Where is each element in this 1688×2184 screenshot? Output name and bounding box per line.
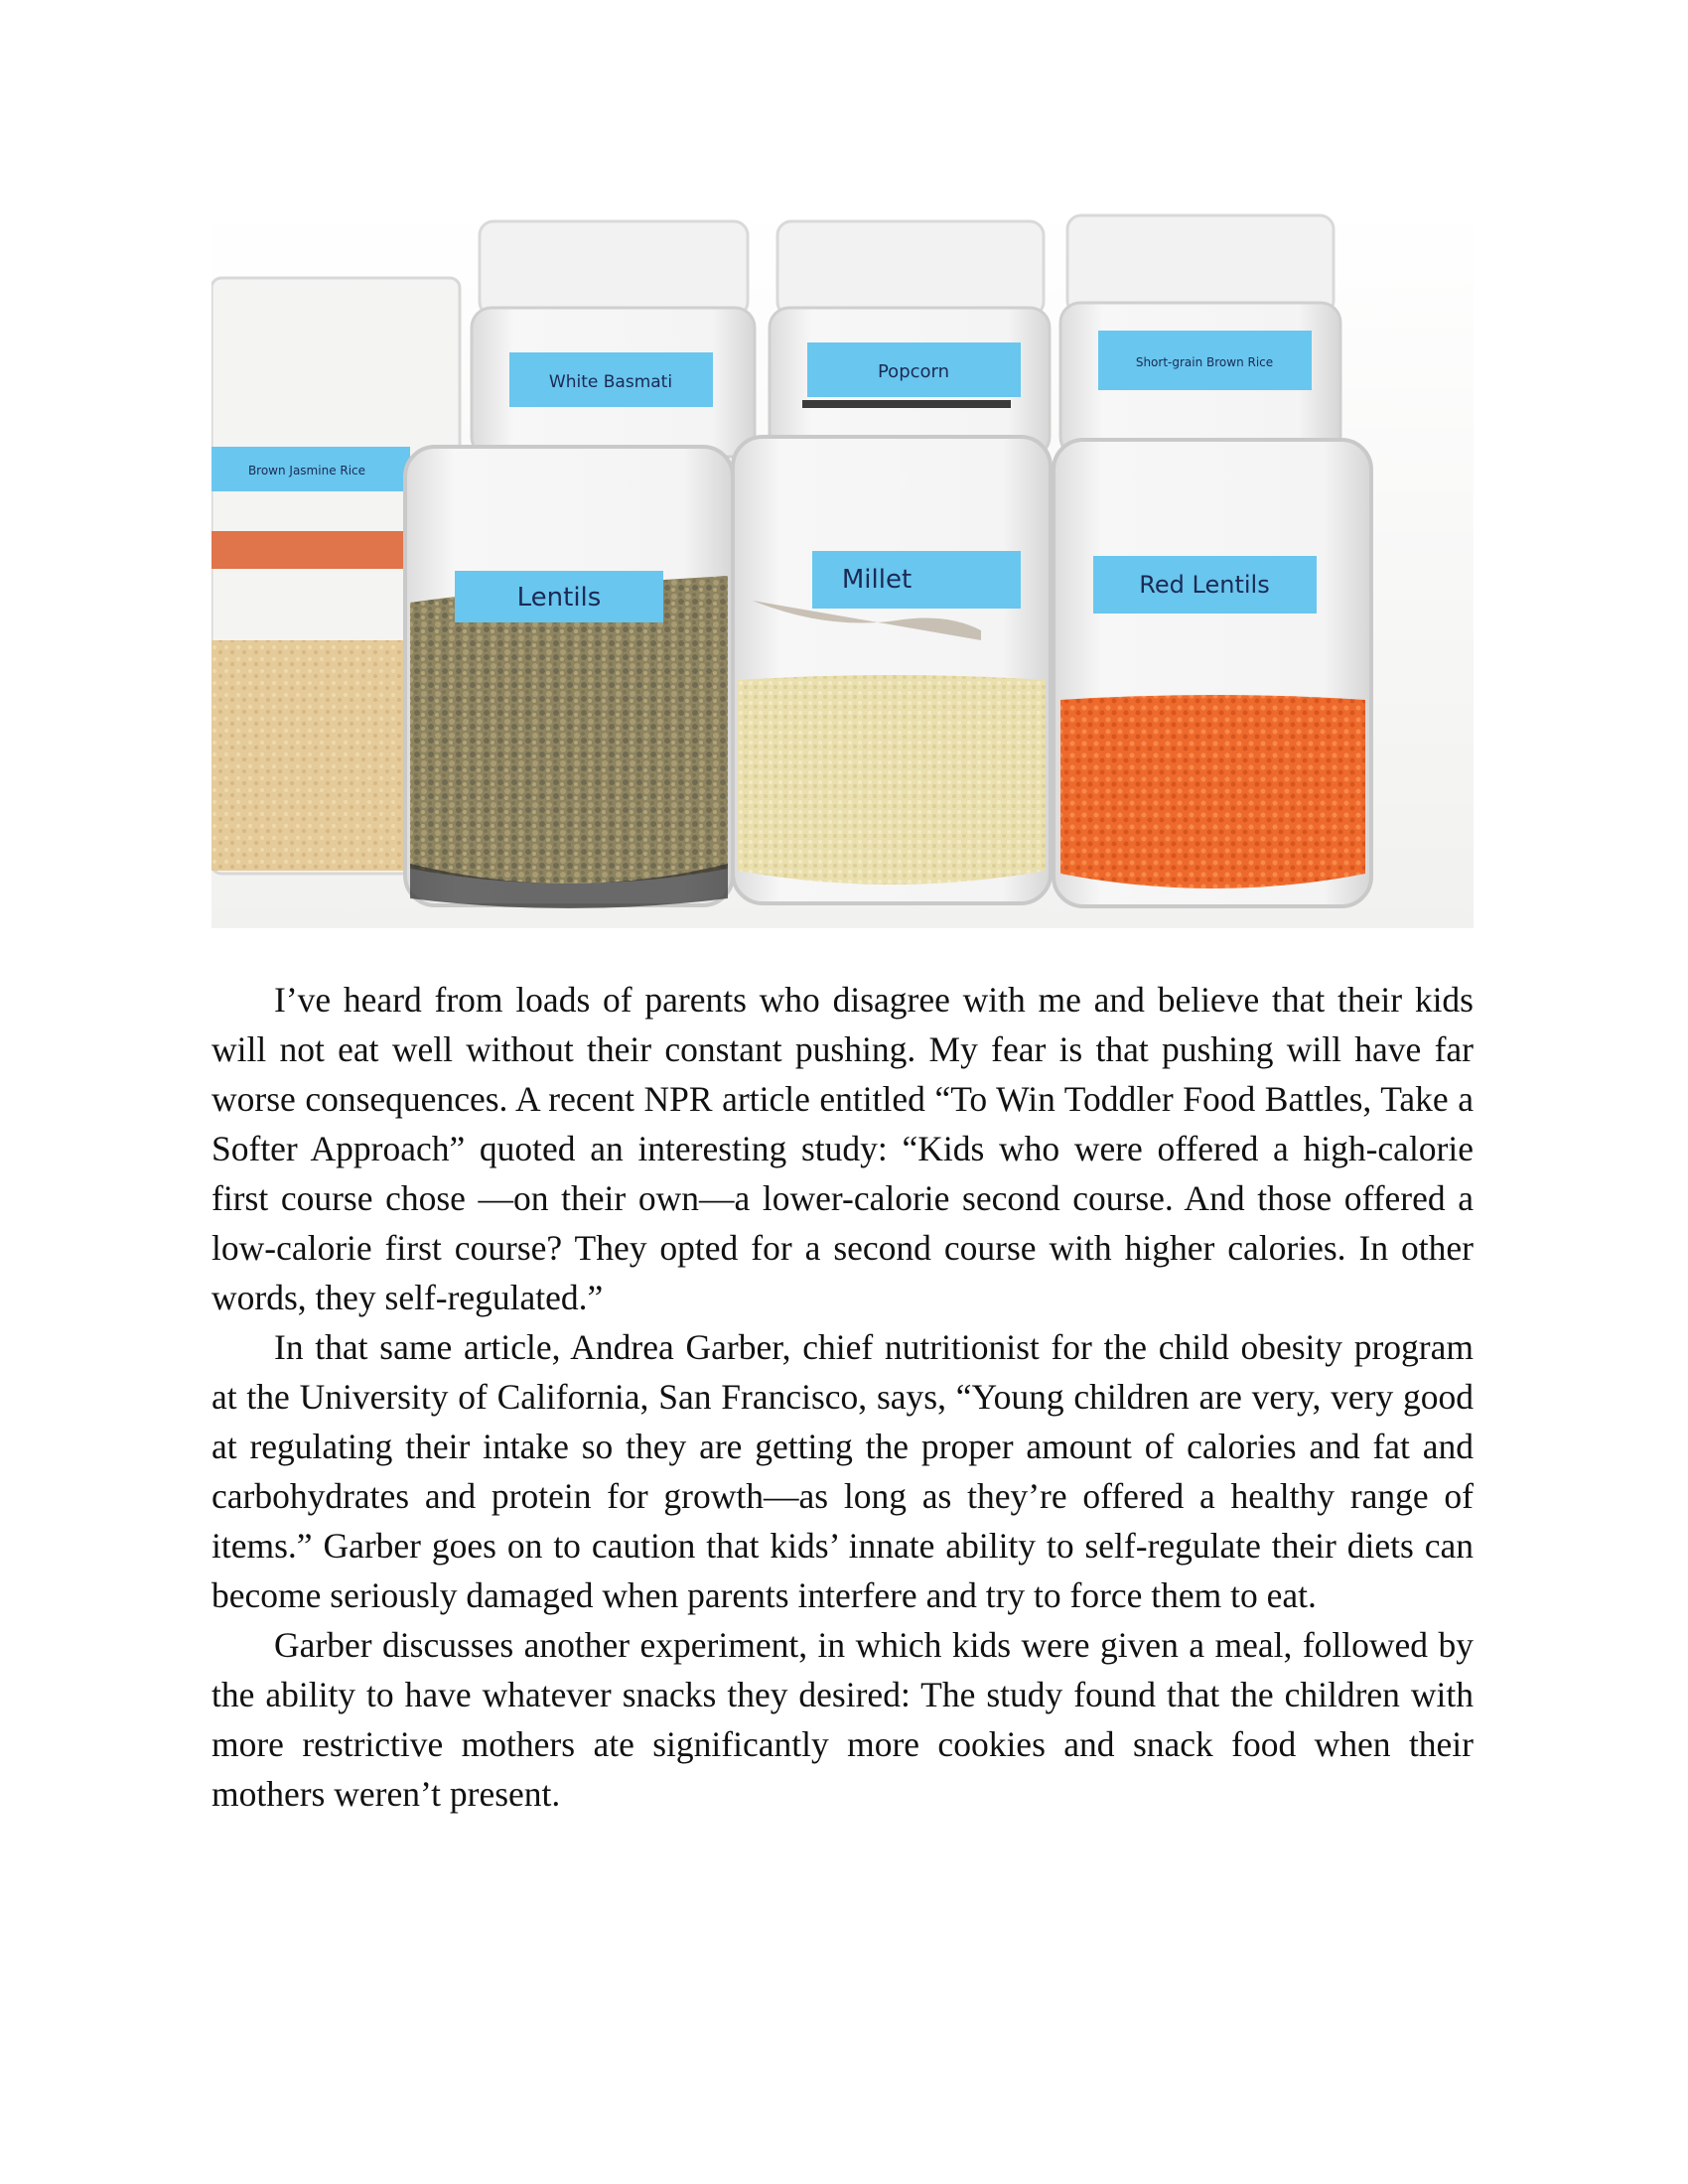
jar-label-popcorn: Popcorn [877,361,950,382]
jar-label-lentils: Lentils [516,583,602,613]
paragraph-2: In that same article, Andrea Garber, chief nutritionist for the child obesity program at the University of California, San Francisco, says, “Young children are very, very good at regulating their intake so they are getting the proper amount of calories and fat and carbohydrates and protein for growth—as long as they’re offered a healthy range of items.” Garber goes on to caution that kids’ innate ability to self-regulate their diets can become seriously damaged when parents interfere and try to force them to eat. [211,1327,1474,1615]
jar-label-millet: Millet [841,565,913,595]
jar-red-lentils [1054,440,1371,906]
jar-popcorn [770,221,1050,457]
jar-label-short-grain-brown-rice: Short-grain Brown Rice [1135,355,1274,369]
jar-white-basmati [472,221,755,457]
jar-label-white-basmati: White Basmati [548,372,673,392]
jar-lentils [405,447,733,908]
grain-jars-photo [211,204,1474,928]
jar-millet [733,437,1051,903]
article-body [211,975,1474,1819]
paragraph-3: Garber discusses another experiment, in which kids were given a meal, followed by the ability to have whatever snacks they desired: The study found that the children with more restrictive mothers ate significantly more cookies and snack food when their mothers weren’t present. [211,1625,1474,1814]
paragraph-1: I’ve heard from loads of parents who disagree with me and believe that their kids will not eat well without their constant pushing. My fear is that pushing will have far worse consequences. A recent NPR article entitled “To Win Toddler Food Battles, Take a Softer Approach” quoted an interesting study: “Kids who were offered a high-calorie first course chose —on their own—a lower-calorie second course. And those offered a low-calorie first course? They opted for a second course with higher calories. In other words, they self-regulated.” [211,980,1474,1317]
jar-label-red-lentils: Red Lentils [1139,571,1270,599]
jar-label-brown-jasmine-rice: Brown Jasmine Rice [247,464,366,478]
jar-short-grain-brown-rice [1060,215,1340,457]
grain-jars-illustration [211,204,1474,928]
